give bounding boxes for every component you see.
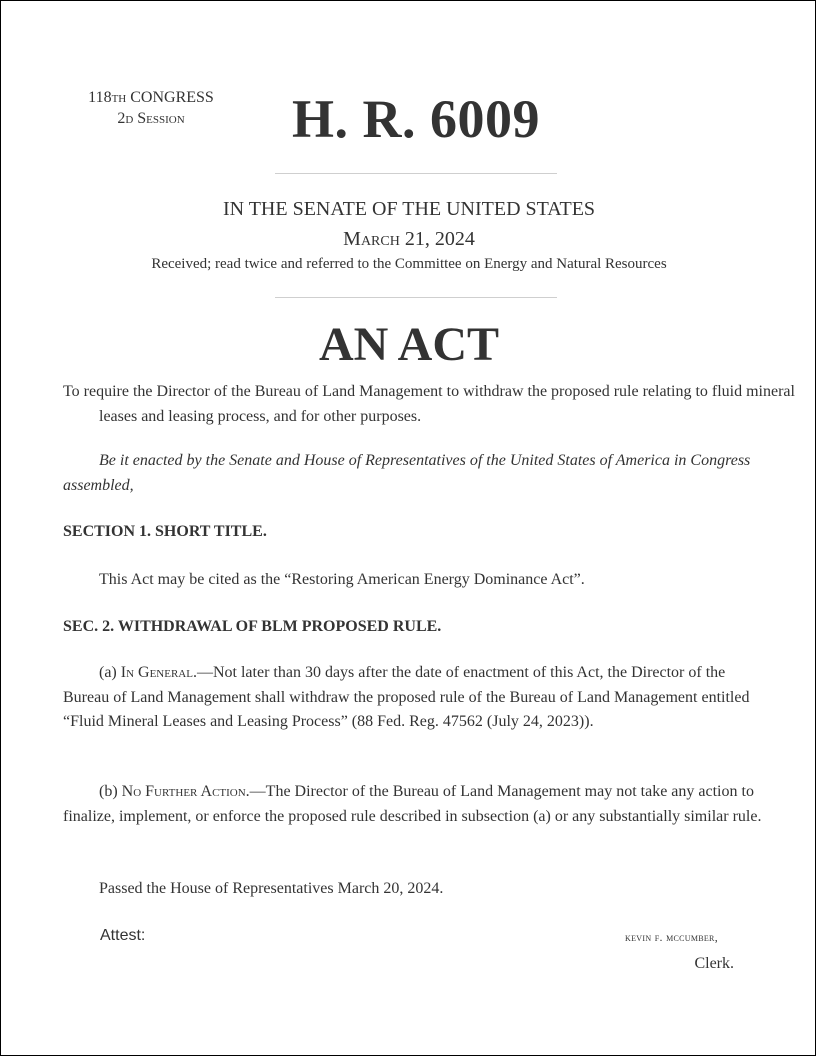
- enacting-clause: Be it enacted by the Senate and House of Representatives of the United States of America in Congress assembled,: [63, 452, 751, 494]
- congress-session-label: [63, 87, 239, 129]
- subsection-b-heading: No Further Action: [121, 783, 246, 800]
- congress-ordinal-suffix: th: [111, 89, 127, 106]
- congress-line: [63, 87, 239, 108]
- subsection-b-label: (b): [99, 783, 122, 800]
- session-number: 2: [117, 110, 126, 127]
- chamber-divider: [275, 297, 557, 298]
- subsection-a-heading: In General: [120, 664, 193, 681]
- act-heading: AN ACT: [318, 318, 500, 371]
- chamber-date: [1, 227, 816, 251]
- attest-label: Attest:: [100, 927, 146, 944]
- subsection-a-dash: .—: [192, 664, 213, 681]
- chamber-title: IN THE SENATE OF THE UNITED STATES: [222, 198, 596, 220]
- clerk-name: kevin f. mccumber,: [625, 930, 718, 944]
- congress-word: CONGRESS: [126, 89, 214, 106]
- section-1-text: This Act may be cited as the “Restoring American Energy Dominance Act”.: [99, 571, 585, 588]
- subsection-b: [63, 780, 775, 829]
- passed-statement: Passed the House of Representatives March 20, 2024.: [99, 880, 444, 897]
- clerk-title: Clerk.: [694, 955, 734, 972]
- congress-number: 118: [88, 89, 112, 106]
- date-month: March: [343, 228, 400, 250]
- date-rest: 21, 2024: [399, 228, 475, 250]
- session-suffix: d: [125, 110, 134, 127]
- subsection-a-text: Not later than 30 days after the date of enactment of this Act, the Director of the Bureau of Land Management shall withdraw the proposed rule of the Bureau of Land Management entitled “Fluid Mineral Leases and Leasing Process” (88 Fed. Reg. 47562 (July 24, 2023)).: [63, 664, 750, 730]
- subsection-a-label: (a): [99, 664, 121, 681]
- section-1-heading: SECTION 1. SHORT TITLE.: [63, 523, 267, 540]
- act-purpose: To require the Director of the Bureau of Land Management to withdraw the proposed rule relating to fluid mineral leases and leasing process, and for other purposes.: [63, 383, 795, 425]
- bill-number: H. R. 6009: [292, 89, 540, 149]
- subsection-b-text: The Director of the Bureau of Land Management may not take any action to finalize, implement, or enforce the proposed rule described in subsection (a) or any substantially similar rule.: [63, 783, 762, 825]
- session-line: [63, 108, 239, 129]
- header-divider: [275, 173, 557, 174]
- session-word: Session: [133, 110, 185, 127]
- referral-note: Received; read twice and referred to the Committee on Energy and Natural Resources: [151, 256, 667, 272]
- section-2-heading: SEC. 2. WITHDRAWAL OF BLM PROPOSED RULE.: [63, 618, 442, 635]
- subsection-b-dash: .—: [245, 783, 266, 800]
- subsection-a: [63, 661, 775, 735]
